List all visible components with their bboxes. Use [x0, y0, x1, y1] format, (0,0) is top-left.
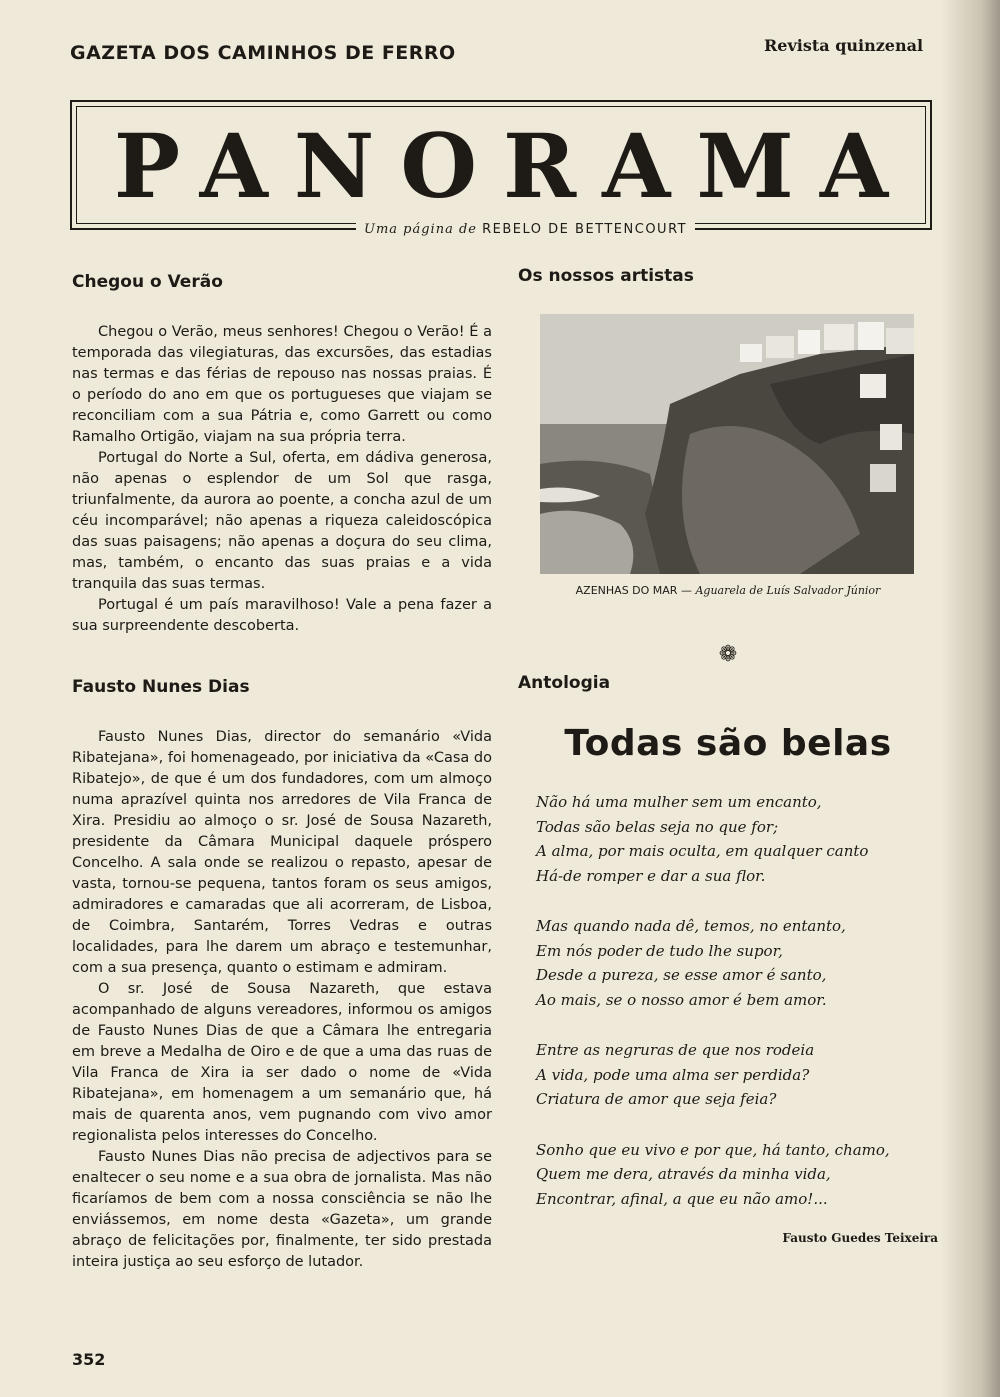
poem-verse: Mas quando nada dê, temos, no entanto,: [536, 917, 846, 935]
paragraph: O sr. José de Sousa Nazareth, que estava acompanhado de alguns vereadores, informou os amigos de Fausto Nunes Dias de que a Câmara lhe entregaria em breve a Medalha de Oiro e de que a uma das ruas de Vila Franca de Xira ia ser dado o nome de «Vida Ribatejana», em homenagem a um semanário que, há mais de quarenta anos, vem pugnando com vivo amor regionalista pelos interesses do Concelho.: [72, 981, 492, 1144]
poem-stanza: [536, 790, 938, 888]
poem-verse: Há-de romper e dar a sua flor.: [536, 866, 766, 885]
poem-verse: Criatura de amor que seja feia?: [536, 1090, 777, 1108]
byline: [356, 222, 695, 237]
page-edge-shadow: [940, 0, 1000, 1397]
poem-verse: A vida, pode uma alma ser perdida?: [536, 1065, 810, 1084]
poem-stanza: [536, 1038, 938, 1112]
cliff-village-illustration: [540, 314, 914, 574]
page-number: 352: [72, 1350, 106, 1369]
poem-title: Todas são belas: [564, 723, 892, 764]
painting-image: [540, 314, 914, 574]
section-heading-verao: Chegou o Verão: [72, 272, 223, 292]
poem-verse: A alma, por mais oculta, em qualquer canto: [536, 842, 869, 860]
poem-verse: Sonho que eu vivo e por que, há tanto, chamo,: [536, 1140, 890, 1159]
byline-prefix: Uma página de: [364, 222, 477, 237]
poem-verse: Em nós poder de tudo lhe supor,: [536, 941, 783, 960]
poem-stanza: [536, 914, 938, 1012]
poem-verse: Desde a pureza, se esse amor é santo,: [536, 966, 827, 984]
poem-verse: Todas são belas seja no que for;: [536, 817, 779, 836]
caption-detail: Aguarela de Luís Salvador Júnior: [695, 584, 881, 597]
poem-stanza: [536, 1138, 938, 1212]
flower-ornament-icon: ❁: [718, 642, 738, 667]
paragraph: Portugal é um país maravilhoso! Vale a pena fazer a sua surpreendente descoberta.: [72, 597, 492, 634]
publication-frequency: Revista quinzenal: [764, 36, 924, 55]
publication-title: GAZETA DOS CAMINHOS DE FERRO: [70, 42, 456, 64]
poem-verse: Ao mais, se o nosso amor é bem amor.: [536, 990, 827, 1009]
byline-author: REBELO DE BETTENCOURT: [482, 222, 688, 237]
left-column: [72, 272, 492, 1273]
paragraph: Chegou o Verão, meus senhores! Chegou o Verão! É a temporada das vilegiaturas, das excursões, das estadias nas termas e das férias de repouso nas nossas praias. É o período do ano em que os portugueses que viajam se reconciliam com a sua Pátria e, como Garrett ou como Ramalho Ortigão, viajam na sua própria terra.: [72, 324, 492, 445]
banner-title: PANORAMA: [113, 114, 915, 218]
paragraph: Fausto Nunes Dias não precisa de adjectivos para se enaltecer o seu nome e a sua obra de jornalista. Mas não ficaríamos de bem com a nossa consciência se não lhe enviássemos, em nome desta «Gazeta», um grande abraço de felicitações por, finalmente, ter sido prestada inteira justiça ao seu esforço de lutador.: [72, 1149, 492, 1270]
poem-verse: Entre as negruras de que nos rodeia: [536, 1041, 815, 1059]
right-column: [518, 266, 938, 1245]
section-heading-fausto: Fausto Nunes Dias: [72, 677, 250, 697]
poem-author: Fausto Guedes Teixeira: [782, 1231, 938, 1245]
poem-verse: Não há uma mulher sem um encanto,: [536, 793, 822, 811]
painting-caption: AZENHAS DO MAR — Aguarela de Luís Salvador Júnior: [575, 584, 881, 597]
paragraph: Fausto Nunes Dias, director do semanário «Vida Ribatejana», foi homenageado, por iniciativa da «Casa do Ribatejo», de que é um dos fundadores, com um almoço numa aprazível quinta nos arredores de Vila Franca de Xira. Presidiu ao almoço o sr. José de Sousa Nazareth, presidente da Câmara Municipal daquele próspero Concelho. A sala onde se realizou o repasto, apesar de vasta, tornou-se pequena, tantos foram os seus amigos, admiradores e camaradas que ali acorreram, de Lisboa, de Coimbra, Santarém, Torres Vedras e outras localidades, para lhe darem um abraço e testemunhar, com a sua presença, quanto o estimam e admiram.: [72, 729, 492, 976]
poem-verse: Encontrar, afinal, a que eu não amo!...: [536, 1189, 828, 1208]
poem-verse: Quem me dera, através da minha vida,: [536, 1165, 831, 1183]
caption-title: AZENHAS DO MAR: [575, 584, 678, 597]
paragraph: Portugal do Norte a Sul, oferta, em dádiva generosa, não apenas o esplendor de um Sol que rasga, triunfalmente, da aurora ao poente, a concha azul de um céu incomparável; não apenas a riqueza caleidoscópica das suas paisagens; não apenas a doçura do seu clima, mas, também, o encanto das suas praias e a vida tranquila das suas termas.: [72, 450, 492, 592]
section-heading-artistas: Os nossos artistas: [518, 266, 694, 286]
section-heading-antologia: Antologia: [518, 673, 611, 693]
panorama-banner: [70, 100, 932, 230]
